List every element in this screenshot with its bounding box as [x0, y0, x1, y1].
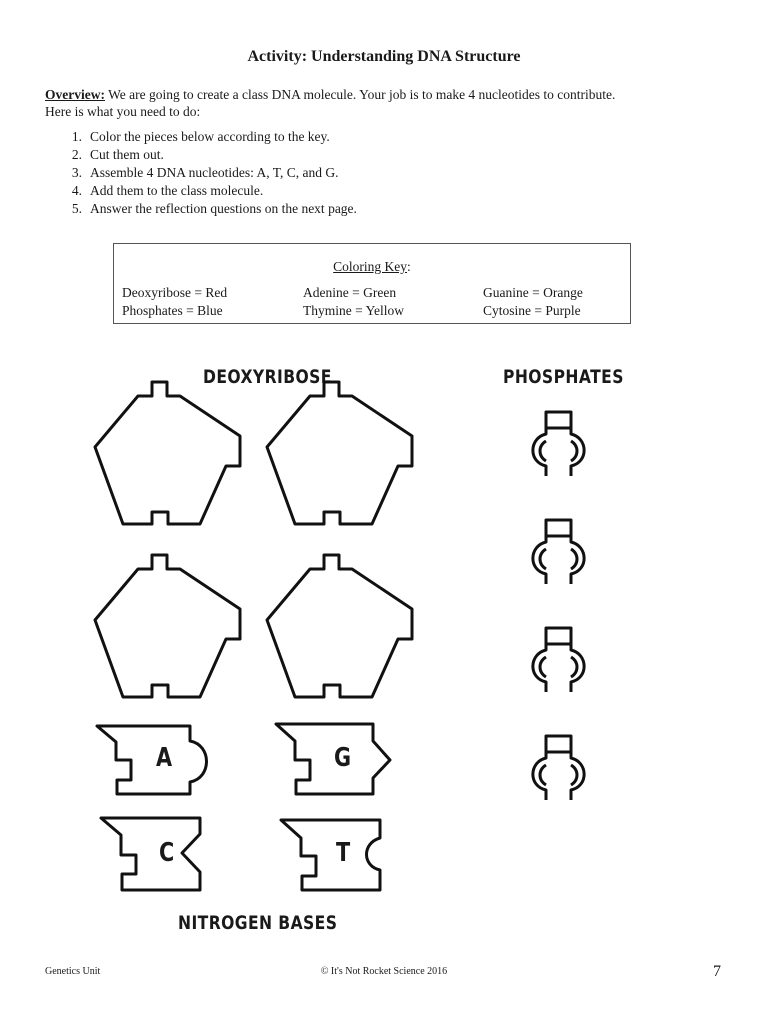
- footer-unit: Genetics Unit: [45, 966, 101, 977]
- deoxyribose-piece-1: [95, 382, 240, 524]
- nitrogen-bases-heading: NITROGEN BASES: [178, 912, 338, 934]
- step-text: Assemble 4 DNA nucleotides: A, T, C, and G.: [90, 165, 339, 180]
- phosphate-piece-1: [533, 412, 584, 476]
- key-entry: Phosphates = Blue: [122, 303, 223, 318]
- adenine-piece: [97, 726, 207, 794]
- step-number: 3.: [71, 165, 82, 180]
- step-number: 4.: [71, 183, 82, 198]
- key-entry: Thymine = Yellow: [303, 303, 404, 318]
- page-number: 7: [713, 963, 721, 980]
- key-entry: Guanine = Orange: [483, 285, 583, 300]
- overview-label: Overview:: [45, 87, 105, 102]
- overview-text: We are going to create a class DNA molecule. Your job is to make 4 nucleotides to contribute.: [104, 87, 616, 102]
- phosphates-heading: PHOSPHATES: [503, 366, 624, 388]
- overview-text-2: Here is what you need to do:: [45, 104, 201, 119]
- key-entry: Deoxyribose = Red: [122, 285, 228, 300]
- thymine-piece: [281, 820, 380, 890]
- key-entry: Adenine = Green: [303, 285, 397, 300]
- guanine-label: G: [334, 743, 352, 773]
- key-entry: Cytosine = Purple: [483, 303, 581, 318]
- step-text: Add them to the class molecule.: [90, 183, 264, 198]
- deoxyribose-heading: DEOXYRIBOSE: [203, 366, 332, 388]
- phosphate-piece-4: [533, 736, 584, 800]
- step-text: Answer the reflection questions on the next page.: [90, 201, 357, 216]
- adenine-label: A: [156, 743, 173, 773]
- footer-copyright: © It's Not Rocket Science 2016: [320, 966, 448, 977]
- page-title: Activity: Understanding DNA Structure: [247, 48, 521, 65]
- step-number: 1.: [71, 129, 82, 144]
- guanine-piece: [276, 724, 390, 794]
- thymine-label: T: [336, 838, 351, 868]
- cytosine-piece: [101, 818, 200, 890]
- step-text: Color the pieces below according to the key.: [90, 129, 330, 144]
- deoxyribose-piece-4: [267, 555, 412, 697]
- deoxyribose-piece-3: [95, 555, 240, 697]
- step-number: 2.: [71, 147, 82, 162]
- coloring-key-title: Coloring Key:: [333, 259, 411, 274]
- step-number: 5.: [71, 201, 82, 216]
- step-text: Cut them out.: [90, 147, 164, 162]
- phosphate-piece-2: [533, 520, 584, 584]
- phosphate-piece-3: [533, 628, 584, 692]
- deoxyribose-piece-2: [267, 382, 412, 524]
- cytosine-label: C: [159, 838, 175, 868]
